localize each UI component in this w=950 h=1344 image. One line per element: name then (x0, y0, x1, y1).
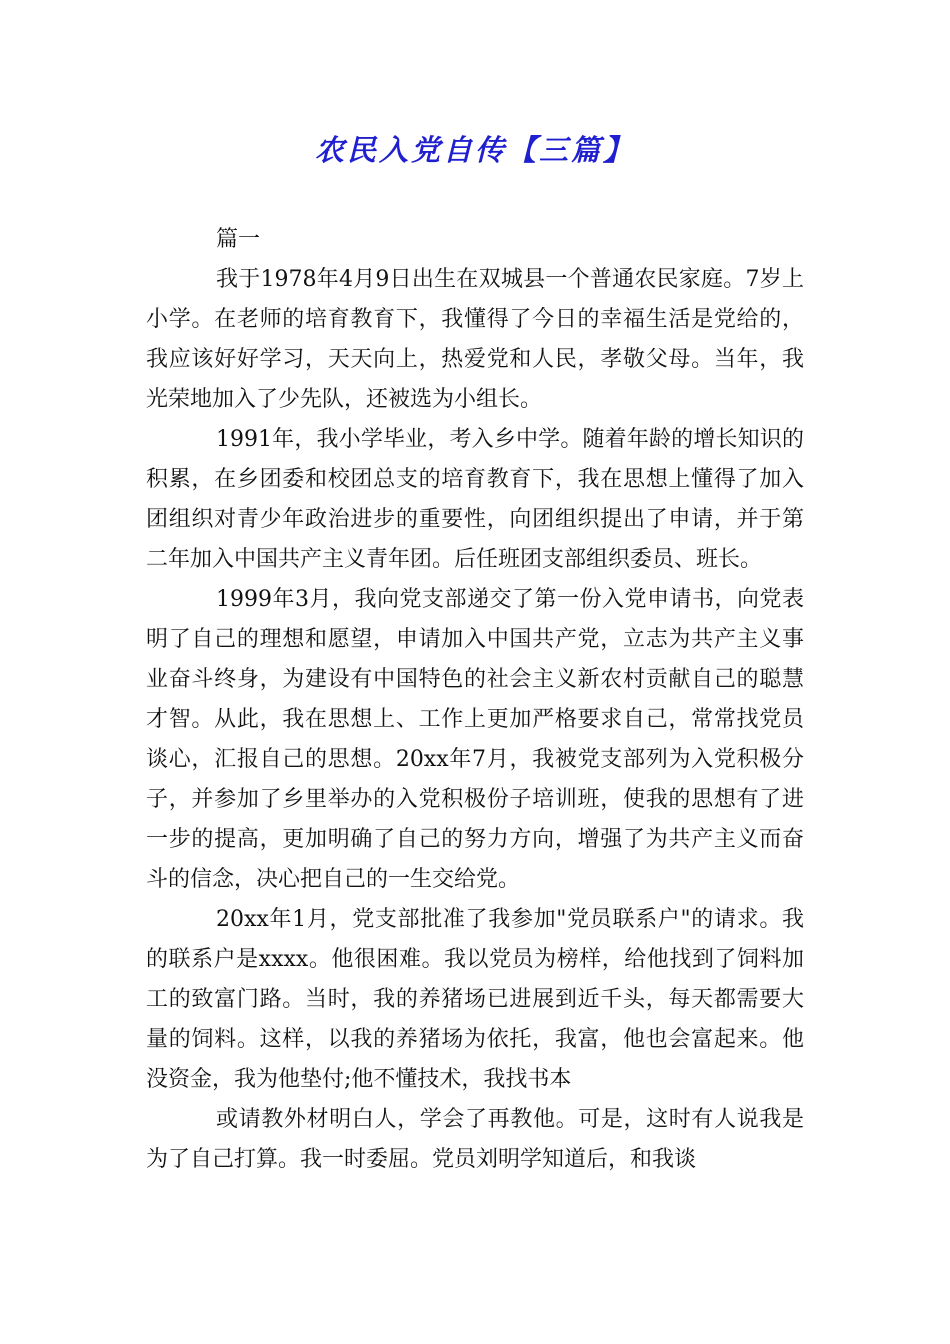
paragraph: 1999年3月，我向党支部递交了第一份入党申请书，向党表明了自己的理想和愿望，申请加入中国共产党，立志为共产主义事业奋斗终身，为建设有中国特色的社会主义新农村贡献自己的聪慧才智。从此，我在思想上、工作上更加严格要求自己，常常找党员谈心，汇报自己的思想。20xx年7月，我被党支部列为入党积极分子，并参加了乡里举办的入党积极份子培训班，使我的思想有了进一步的提高，更加明确了自己的努力方向，增强了为共产主义而奋斗的信念，决心把自己的一生交给党。 (146, 587, 804, 892)
paragraph: 或请教外材明白人，学会了再教他。可是，这时有人说我是为了自己打算。我一时委屈。党员刘明学知道后，和我谈 (146, 1107, 804, 1172)
paragraph: 我于1978年4月9日出生在双城县一个普通农民家庭。7岁上小学。在老师的培育教育下，我懂得了今日的幸福生活是党给的，我应该好好学习，天天向上，热爱党和人民，孝敬父母。当年，我光荣地加入了少先队，还被选为小组长。 (146, 267, 804, 412)
document-title: 农民入党自传【三篇】 (314, 133, 635, 167)
document-body (146, 220, 804, 1180)
section-heading: 篇一 (216, 227, 261, 252)
paragraph: 20xx年1月，党支部批准了我参加"党员联系户"的请求。我的联系户是xxxx。他很困难。我以党员为榜样，给他找到了饲料加工的致富门路。当时，我的养猪场已进展到近千头，每天都需要大量的饲料。这样，以我的养猪场为依托，我富，他也会富起来。他没资金，我为他垫付;他不懂技术，我找书本 (146, 907, 804, 1092)
paragraph: 1991年，我小学毕业，考入乡中学。随着年龄的增长知识的积累，在乡团委和校团总支的培育教育下，我在思想上懂得了加入团组织对青少年政治进步的重要性，向团组织提出了申请，并于第二年加入中国共产主义青年团。后任班团支部组织委员、班长。 (146, 427, 804, 572)
